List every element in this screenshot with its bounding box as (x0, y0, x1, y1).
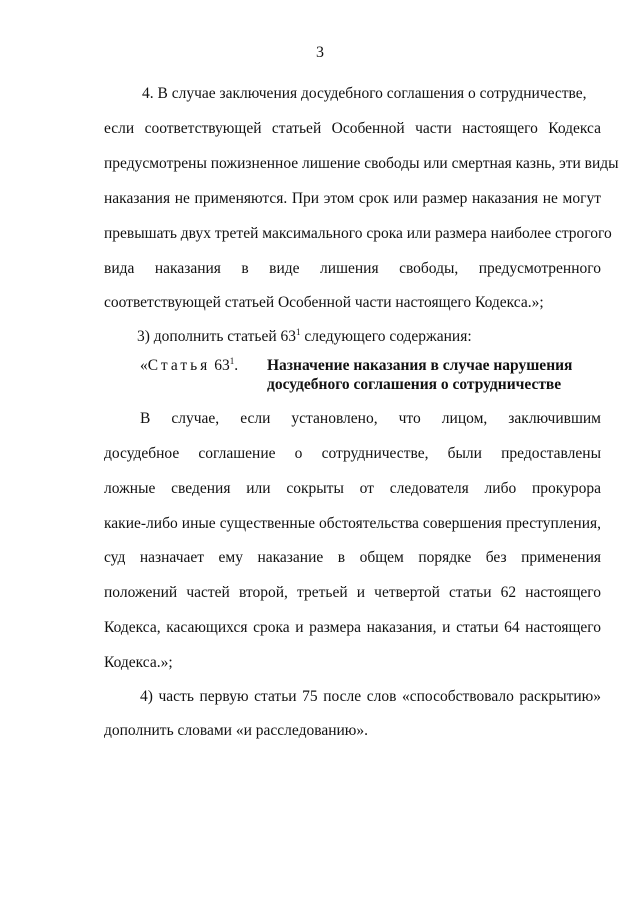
paragraph-4-line-4: наказания не применяются. При этом срок или размер наказания не могут (104, 190, 601, 207)
paragraph-4-line-5: превышать двух третей максимального срока или размера наиболее строгого (104, 225, 612, 242)
paragraph-4-line-3: предусмотрены пожизненное лишение свободы или смертная казнь, эти виды (104, 155, 619, 172)
article-body-line-6: положений частей второй, третьей и четвертой статьи 62 настоящего (104, 584, 601, 601)
article-body-line-2: досудебное соглашение о сотрудничестве, были предоставлены (104, 445, 601, 462)
item-3-text-before: 3) дополнить статьей 63 (137, 328, 297, 345)
article-superscript: 1 (229, 356, 235, 366)
article-body-line-4: какие-либо иные существенные обстоятельства совершения преступления, (104, 515, 601, 532)
article-number: 63 (214, 357, 230, 374)
article-open-quote: « (140, 357, 148, 374)
article-label (140, 356, 238, 376)
article-title (267, 356, 572, 394)
article-word: Статья (147, 357, 211, 374)
item-3-superscript: 1 (296, 327, 301, 337)
article-body-line-8: Кодекса.»; (104, 654, 173, 671)
item-3-text (137, 327, 597, 347)
article-title-line-2: досудебного соглашения о сотрудничестве (267, 376, 562, 393)
item-4-line-1: 4) часть первую статьи 75 после слов «способствовало раскрытию» (140, 688, 601, 705)
paragraph-4-line-2: если соответствующей статьей Особенной части настоящего Кодекса (104, 120, 601, 137)
page-number: 3 (316, 44, 324, 61)
paragraph-4-line-6: вида наказания в виде лишения свободы, предусмотренного (104, 260, 601, 277)
article-title-line-1: Назначение наказания в случае нарушения (267, 357, 573, 374)
item-3-text-after: следующего содержания: (300, 328, 472, 345)
article-body-line-5: суд назначает ему наказание в общем порядке без применения (104, 549, 601, 566)
article-body-line-1: В случае, если установлено, что лицом, заключившим (140, 410, 601, 427)
article-body-line-7: Кодекса, касающихся срока и размера наказания, и статьи 64 настоящего (104, 619, 601, 636)
paragraph-4-line-7: соответствующей статьей Особенной части настоящего Кодекса.»; (104, 294, 544, 311)
paragraph-4-line-1: 4. В случае заключения досудебного соглашения о сотрудничестве, (142, 85, 587, 102)
article-suffix: . (234, 357, 239, 374)
article-body-line-3: ложные сведения или сокрыты от следователя либо прокурора (104, 480, 601, 497)
item-4-line-2: дополнить словами «и расследованию». (104, 722, 368, 739)
